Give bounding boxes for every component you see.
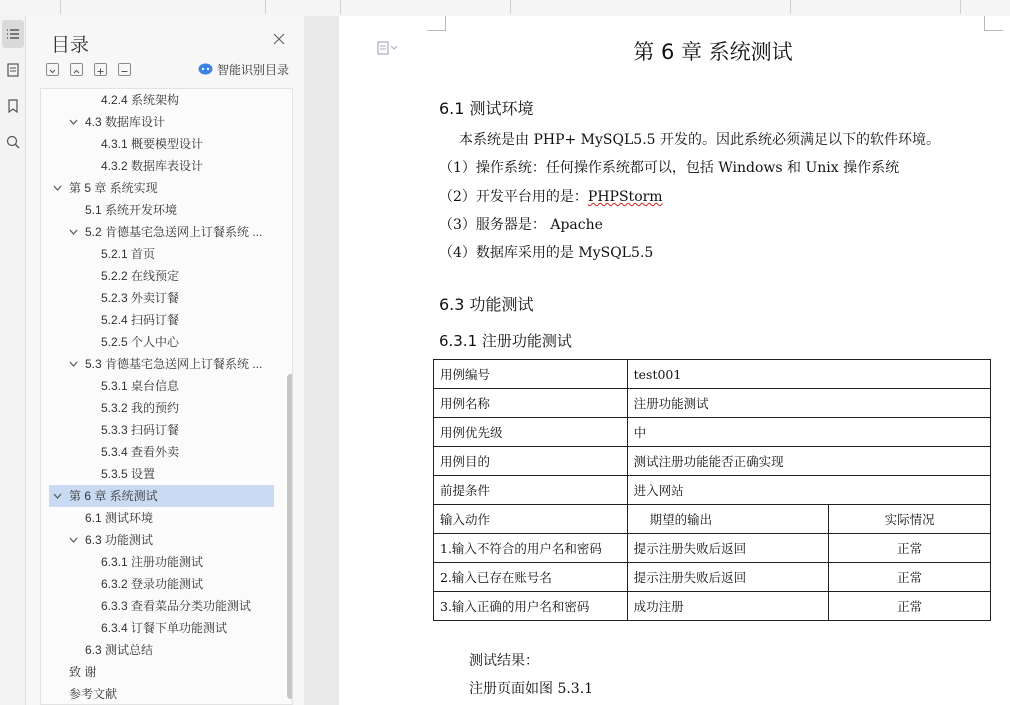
toc-item-label: 5.2.1 首页	[101, 247, 156, 261]
result-label: 测试结果：	[469, 653, 539, 669]
table-cell: 3.输入正确的用户名和密码	[434, 592, 628, 621]
find-icon[interactable]	[2, 128, 24, 156]
table-cell: 中	[627, 418, 990, 447]
table-cell: 提示注册失败后返回	[627, 563, 829, 592]
toc-item[interactable]	[41, 639, 276, 661]
toc-item-label: 5.2.4 扫码订餐	[101, 313, 180, 327]
toc-item[interactable]	[41, 155, 276, 177]
list-item: （1）操作系统：任何操作系统都可以，包括 Windows 和 Unix 操作系统	[439, 160, 900, 176]
toc-item-label: 4.3 数据库设计	[85, 115, 166, 129]
toc-item[interactable]	[41, 353, 276, 375]
table-cell: 正常	[829, 563, 991, 592]
chevron-down-icon[interactable]	[51, 177, 63, 199]
toc-item[interactable]	[41, 221, 276, 243]
chevron-down-icon[interactable]	[67, 353, 79, 375]
toc-item-label: 5.3.2 我的预约	[101, 401, 180, 415]
toc-item-label: 5.1 系统开发环境	[85, 203, 178, 217]
toc-view-icon[interactable]	[2, 20, 24, 48]
toc-item-label: 6.3.1 注册功能测试	[101, 555, 204, 569]
ai-button-label: 智能识别目录	[217, 62, 290, 77]
toc-item[interactable]	[41, 551, 276, 573]
toc-item[interactable]	[41, 375, 276, 397]
toolbar-segment[interactable]	[790, 0, 961, 14]
toc-item-label: 4.3.2 数据库表设计	[101, 159, 204, 173]
toc-tree	[40, 88, 293, 705]
toc-item[interactable]	[41, 177, 276, 199]
toc-item[interactable]	[41, 441, 276, 463]
page-thumbnail-icon[interactable]	[2, 56, 24, 84]
table-cell: 提示注册失败后返回	[627, 534, 829, 563]
toc-item-label: 5.3.4 查看外卖	[101, 445, 180, 459]
table-cell: 进入网站	[627, 476, 990, 505]
workspace-gutter	[304, 16, 339, 705]
toc-item-label: 第 6 章 系统测试	[69, 489, 158, 503]
margin-mark	[427, 16, 446, 31]
table-cell: 用例编号	[434, 360, 628, 389]
toc-item-label: 6.3.2 登录功能测试	[101, 577, 204, 591]
chevron-down-icon[interactable]	[67, 529, 79, 551]
table-cell: 测试注册功能能否正确实现	[627, 447, 990, 476]
table-cell: 正常	[829, 534, 991, 563]
table-row	[434, 389, 991, 418]
toc-item[interactable]	[41, 287, 276, 309]
toc-item[interactable]	[41, 661, 276, 683]
list-item: （4）数据库采用的是 MySQL5.5	[439, 245, 654, 261]
toc-item[interactable]	[41, 573, 276, 595]
toc-item[interactable]	[41, 89, 276, 111]
table-cell: 用例优先级	[434, 418, 628, 447]
subsection-heading: 6.3.1 注册功能测试	[439, 332, 572, 350]
table-row	[434, 592, 991, 621]
chevron-down-icon[interactable]	[51, 485, 63, 507]
toc-item[interactable]	[41, 419, 276, 441]
table-row	[434, 476, 991, 505]
toc-item-label: 5.3.1 桌台信息	[101, 379, 180, 393]
list-item	[439, 186, 663, 206]
table-row	[434, 447, 991, 476]
result-text: 注册页面如图 5.3.1	[469, 681, 594, 697]
toc-item[interactable]	[41, 309, 276, 331]
table-header-row	[434, 505, 991, 534]
toc-item-label: 5.3.5 设置	[101, 467, 156, 481]
toc-item-selected[interactable]	[49, 485, 274, 507]
section-heading: 6.1 测试环境	[439, 99, 534, 118]
toc-item[interactable]	[41, 243, 276, 265]
margin-mark	[984, 16, 1003, 31]
paragraph: 本系统是由 PHP+ MySQL5.5 开发的。因此系统必须满足以下的软件环境。	[459, 132, 941, 148]
toc-item-label: 第 5 章 系统实现	[69, 181, 158, 195]
list-item: （3）服务器是： Apache	[439, 217, 603, 233]
toc-scrollbar[interactable]	[287, 374, 293, 699]
toc-item[interactable]	[41, 529, 276, 551]
toolbar-segment[interactable]	[0, 0, 61, 14]
chevron-down-icon[interactable]	[67, 111, 79, 133]
toolbar-segment[interactable]	[265, 0, 341, 14]
toc-item[interactable]	[41, 133, 276, 155]
toc-item-label: 5.2.5 个人中心	[101, 335, 180, 349]
spellcheck-word[interactable]: PHPStorm	[587, 189, 663, 205]
table-cell: 正常	[829, 592, 991, 621]
toc-item-label: 5.2 肯德基宅急送网上订餐系统 ...	[85, 225, 263, 239]
toc-item-label: 5.2.2 在线预定	[101, 269, 180, 283]
table-header-cell: 实际情况	[829, 505, 991, 534]
chevron-down-icon[interactable]	[67, 221, 79, 243]
table-cell: 用例名称	[434, 389, 628, 418]
side-rail	[0, 16, 26, 705]
table-row	[434, 360, 991, 389]
test-case-table	[433, 359, 991, 621]
remove-heading-icon[interactable]	[118, 63, 131, 76]
toolbar-segment[interactable]	[340, 0, 511, 14]
toc-item[interactable]	[41, 397, 276, 419]
table-row	[434, 418, 991, 447]
toc-item[interactable]	[41, 463, 276, 485]
toc-item[interactable]	[41, 331, 276, 353]
toc-item[interactable]	[41, 265, 276, 287]
table-cell: 成功注册	[627, 592, 829, 621]
toc-item-label: 5.3.3 扫码订餐	[101, 423, 180, 437]
toc-panel-title: 目录	[51, 35, 90, 56]
toolbar-segment[interactable]	[510, 0, 791, 14]
toc-item[interactable]	[41, 683, 276, 705]
toc-item[interactable]	[41, 507, 276, 529]
toc-item[interactable]	[41, 617, 276, 639]
toc-item-label: 4.3.1 概要模型设计	[101, 137, 204, 151]
table-cell: 1.输入不符合的用户名和密码	[434, 534, 628, 563]
toc-item-label: 6.3 功能测试	[85, 533, 154, 547]
toc-item[interactable]	[41, 199, 276, 221]
table-header-cell: 输入动作	[434, 505, 628, 534]
toc-item[interactable]	[41, 111, 276, 133]
toc-item-label: 致 谢	[69, 665, 97, 679]
table-cell: 前提条件	[434, 476, 628, 505]
chapter-title: 第 6 章 系统测试	[633, 40, 793, 64]
toc-item-label: 5.3 肯德基宅急送网上订餐系统 ...	[85, 357, 263, 371]
table-cell: 2.输入已存在账号名	[434, 563, 628, 592]
document-page	[339, 16, 1010, 705]
table-header-cell: 期望的输出	[627, 505, 829, 534]
ai-recognize-toc-button[interactable]	[198, 61, 289, 77]
toc-item-label: 6.3.3 查看菜品分类功能测试	[101, 599, 252, 613]
expand-up-icon[interactable]	[70, 63, 83, 76]
toc-item-label: 5.2.3 外卖订餐	[101, 291, 180, 305]
table-cell: test001	[627, 360, 990, 389]
bookmark-icon[interactable]	[2, 92, 24, 120]
close-icon[interactable]	[272, 32, 286, 46]
table-cell: 注册功能测试	[627, 389, 990, 418]
toc-item-label: 6.3.4 订餐下单功能测试	[101, 621, 228, 635]
toc-item-label: 6.1 测试环境	[85, 511, 154, 525]
table-row	[434, 534, 991, 563]
ai-assistant-icon	[198, 63, 213, 75]
toc-item[interactable]	[41, 595, 276, 617]
section-heading: 6.3 功能测试	[439, 295, 534, 314]
toc-item-label: 4.2.4 系统架构	[101, 93, 180, 107]
toolbar-strip	[0, 0, 1010, 17]
add-heading-icon[interactable]	[94, 63, 107, 76]
toc-item-label: 6.3 测试总结	[85, 643, 154, 657]
collapse-all-icon[interactable]	[46, 63, 59, 76]
toc-panel	[26, 16, 304, 705]
table-row	[434, 563, 991, 592]
toolbar-segment[interactable]	[60, 0, 266, 14]
list-item-text: （2）开发平台用的是：	[439, 189, 588, 205]
table-cell: 用例目的	[434, 447, 628, 476]
toc-item-label: 参考文献	[69, 687, 118, 701]
